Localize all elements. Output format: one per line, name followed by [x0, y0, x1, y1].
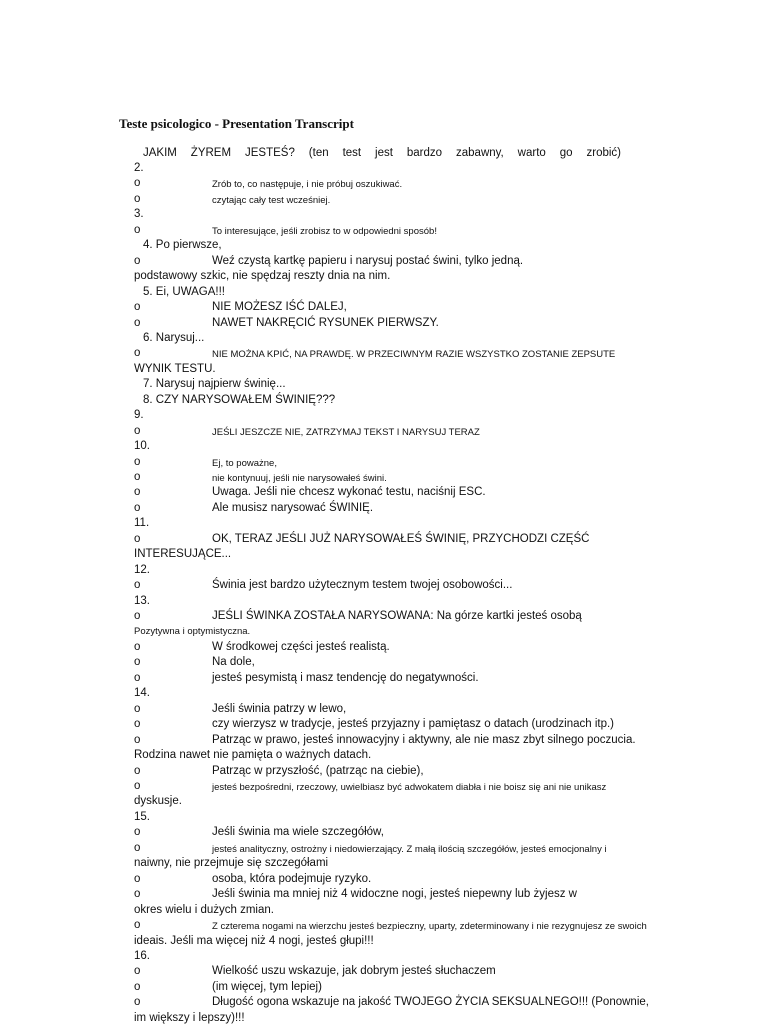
line-marker: 3. — [134, 208, 144, 221]
line-marker: 2. — [134, 162, 144, 174]
line-marker: 14. — [134, 687, 150, 700]
line-text: Długość ogona wskazuje na jakość TWOJEGO ŻYCIA SEKSUALNEGO!!! (Ponownie, — [212, 996, 649, 1009]
line-text: Weź czystą kartkę papieru i narysuj postać świni, tylko jedną. — [212, 254, 524, 267]
line-marker: o — [134, 702, 141, 715]
line-text: NAWET NAKRĘCIĆ RYSUNEK PIERWSZY. — [212, 316, 439, 329]
line-marker: o — [134, 486, 141, 499]
line-marker: Rodzina nawet nie pamięta o ważnych datach. — [134, 749, 372, 762]
line-marker: 7. Narysuj najpierw świnię... — [143, 378, 286, 391]
line-marker: o — [134, 826, 141, 839]
line-text: jesteś pesymistą i masz tendencję do negatywności. — [212, 671, 479, 684]
line-marker: podstawowy szkic, nie spędzaj reszty dnia na nim. — [134, 270, 391, 283]
line-text: Na dole, — [212, 656, 255, 669]
line-marker: 4. Po pierwsze, — [143, 239, 222, 252]
line-text: JEŚLI JESZCZE NIE, ZATRZYMAJ TEKST I NARYSUJ TERAZ — [212, 426, 480, 438]
line-marker: 15. — [134, 810, 150, 823]
line-marker: INTERESUJĄCE... — [134, 548, 232, 561]
line-marker: 6. Narysuj... — [143, 331, 205, 344]
line-marker: o — [134, 316, 141, 329]
line-marker: o — [134, 640, 141, 653]
line-text: NIE MOŻESZ IŚĆ DALEJ, — [212, 301, 347, 314]
line-marker: o — [134, 254, 141, 267]
line-marker: 16. — [134, 949, 150, 962]
line-text: jesteś bezpośredni, rzeczowy, uwielbiasz być adwokatem diabła i nie boisz się ani nie unikasz — [212, 782, 607, 793]
line-marker: 8. CZY NARYSOWAŁEM ŚWINIĘ??? — [143, 393, 336, 406]
line-marker: o — [134, 718, 141, 731]
line-marker: 11. — [134, 517, 150, 530]
line-marker: 5. Ei, UWAGA!!! — [143, 285, 226, 298]
line-text: Zrób to, co następuje, i nie próbuj oszukiwać. — [212, 179, 403, 191]
line-text: Uwaga. Jeśli nie chcesz wykonać testu, naciśnij ESC. — [212, 486, 486, 499]
line-text: czy wierzysz w tradycje, jesteś przyjazny i pamiętasz o datach (urodzinach itp.) — [212, 718, 615, 731]
line-text: nie kontynuuj, jeśli nie narysowałeś świni. — [212, 473, 387, 484]
line-marker: o — [134, 980, 141, 993]
line-text: Jeśli świnia ma mniej niż 4 widoczne nogi, jesteś niepewny lub żyjesz w — [212, 888, 577, 901]
line-marker: im większy i lepszy)!!! — [134, 1011, 245, 1024]
line-marker: o — [134, 841, 141, 854]
line-marker: o — [134, 919, 141, 932]
document-title: Teste psicologico - Presentation Transcript — [119, 116, 354, 131]
line-text: Jeśli świnia ma wiele szczegółów, — [212, 826, 384, 839]
line-marker: o — [134, 656, 141, 669]
line-marker: WYNIK TESTU. — [134, 362, 216, 375]
line-marker: Pozytywna i optymistyczna. — [134, 625, 251, 637]
line-marker: o — [134, 347, 141, 360]
line-marker: o — [134, 872, 141, 885]
line-marker: o — [134, 424, 141, 437]
line-text: NIE MOŻNA KPIĆ, NA PRAWDĘ. W PRZECIWNYM RAZIE WSZYSTKO ZOSTANIE ZEPSUTE — [212, 349, 616, 361]
line-text: Patrząc w przyszłość, (patrząc na ciebie), — [212, 764, 424, 777]
line-text: Z czterema nogami na wierzchu jesteś bezpieczny, uparty, zdeterminowany i nie rezygnujesz ze swoich — [212, 921, 647, 933]
line-marker: o — [134, 223, 141, 236]
line-text: Ale musisz narysować ŚWINIĘ. — [212, 501, 374, 514]
line-marker: o — [134, 301, 141, 314]
line-marker: naiwny, nie przejmuje się szczegółami — [134, 857, 329, 870]
line-marker: 10. — [134, 440, 150, 453]
line-text: Patrząc w prawo, jesteś innowacyjny i aktywny, ale nie masz zbyt silnego poczucia. — [212, 733, 636, 746]
first-line: JAKIM ŻYREM JESTEŚ? (ten test jest bardzo zabawny, warto go zrobić) — [143, 147, 621, 159]
line-marker: o — [134, 177, 141, 190]
line-marker: dyskusje. — [134, 795, 182, 808]
line-marker: o — [134, 965, 141, 978]
line-text: osoba, która podejmuje ryzyko. — [212, 872, 372, 885]
line-marker: o — [134, 532, 141, 545]
line-marker: o — [134, 579, 141, 592]
line-marker: ideais. Jeśli ma więcej niż 4 nogi, jesteś głupi!!! — [134, 934, 374, 947]
line-text: W środkowej części jesteś realistą. — [212, 640, 390, 653]
line-marker: o — [134, 471, 141, 483]
line-text: Wielkość uszu wskazuje, jak dobrym jesteś słuchaczem — [212, 965, 496, 978]
line-text: czytając cały test wcześniej. — [212, 194, 331, 206]
line-text: Świnia jest bardzo użytecznym testem twojej osobowości... — [212, 579, 513, 592]
line-text: jesteś analityczny, ostrożny i niedowierzający. Z małą ilością szczegółów, jesteś emocjonalny i — [212, 843, 607, 855]
line-marker: okres wielu i dużych zmian. — [134, 903, 274, 916]
line-text: Jeśli świnia patrzy w lewo, — [212, 702, 347, 715]
line-marker: o — [134, 780, 141, 792]
line-marker: o — [134, 764, 141, 777]
line-marker: o — [134, 888, 141, 901]
line-text: (im więcej, tym lepiej) — [212, 980, 322, 993]
line-marker: o — [134, 455, 141, 468]
line-text: OK, TERAZ JEŚLI JUŻ NARYSOWAŁEŚ ŚWINIĘ, PRZYCHODZI CZĘŚĆ — [212, 532, 590, 545]
line-marker: o — [134, 996, 141, 1009]
line-marker: o — [134, 733, 141, 746]
line-marker: o — [134, 501, 141, 514]
line-marker: 13. — [134, 594, 150, 607]
line-marker: 9. — [134, 409, 144, 422]
line-text: Ej, to poważne, — [212, 457, 277, 469]
line-marker: o — [134, 671, 141, 684]
line-marker: o — [134, 192, 141, 205]
line-text: To interesujące, jeśli zrobisz to w odpowiedni sposób! — [212, 225, 437, 237]
line-marker: 12. — [134, 563, 150, 576]
line-text: JEŚLI ŚWINKA ZOSTAŁA NARYSOWANA: Na górze kartki jesteś osobą — [212, 610, 582, 623]
line-marker: o — [134, 610, 141, 623]
